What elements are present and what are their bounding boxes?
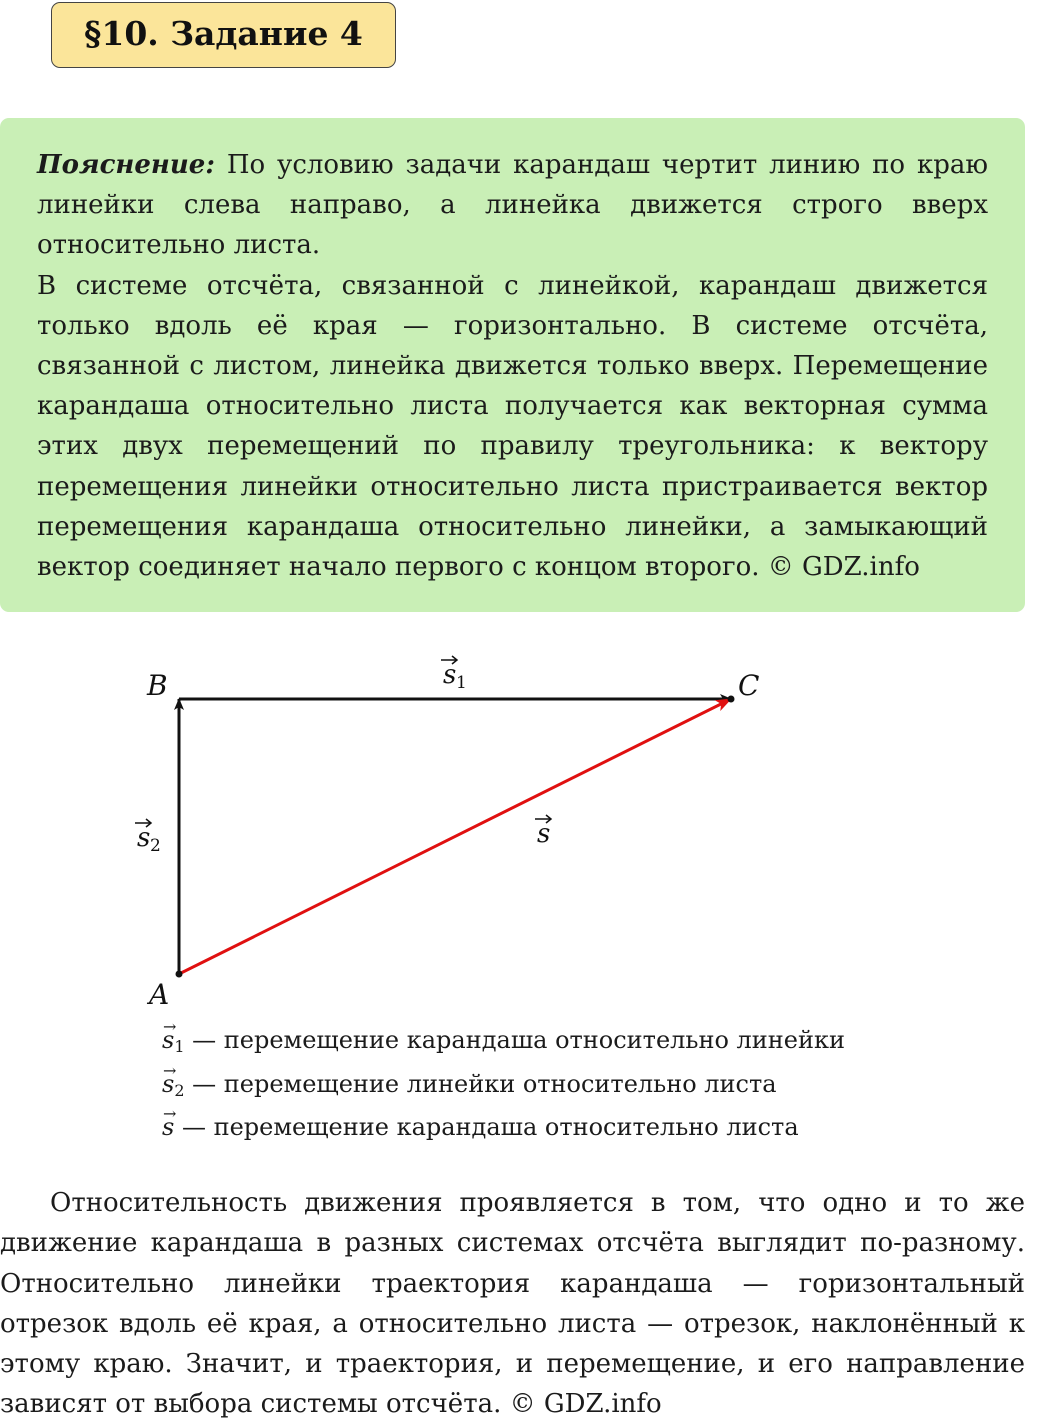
svg-text:s: s (137, 823, 151, 853)
vector-legend (162, 1022, 845, 1147)
legend-row-s (162, 1109, 845, 1147)
svg-text:s: s (537, 819, 551, 849)
vector-triangle-diagram (0, 640, 1037, 1020)
legend-text-s: — перемещение карандаша относительно листа (174, 1113, 799, 1141)
label-s1 (441, 656, 467, 693)
legend-symbol-s: → s (162, 1109, 174, 1147)
explanation-paragraph: В системе отсчёта, связанной с линейкой, карандаш движется только вдоль её края — горизонтально. В системе отсчёта, связанной с листом, линейка движется только вверх. Перемещение карандаша относительно листа получается как векторная сумма этих двух перемещений по правилу треугольника: к вектору перемещения линейки относительно листа пристраивается вектор перемещения карандаша относительно линейки, а замыкающий вектор соединяет начало первого с концом второго. © GDZ.info (37, 270, 988, 583)
point-a (176, 971, 183, 978)
task-title: §10. Задание 4 (51, 2, 396, 68)
conclusion-text (0, 1183, 1025, 1425)
legend-row-s1 (162, 1022, 845, 1066)
label-b: B (147, 669, 168, 702)
explanation-intro (37, 145, 988, 266)
svg-text:s: s (443, 660, 457, 690)
svg-text:1: 1 (456, 673, 467, 693)
explanation-box (0, 118, 1025, 612)
conclusion-paragraph: Относительность движения проявляется в том, что одно и то же движение карандаша в разных системах отсчёта выглядит по-разному. Относительно линейки траектория карандаша — горизонтальный отрезок вдоль её края, а относительно листа — отрезок, наклонённый к этому краю. Значит, и траектория, и перемещение, и его направление зависят от выбора системы отсчёта. © GDZ.info (0, 1188, 1025, 1420)
svg-text:2: 2 (150, 836, 161, 856)
explanation-label: Пояснение: (37, 150, 215, 180)
legend-row-s2 (162, 1066, 845, 1110)
explanation-intro-text: По условию задачи карандаш чертит линию по краю линейки слева направо, а линейка движется строго вверх относительно листа. (37, 150, 988, 261)
legend-text-s2: — перемещение линейки относительно листа (184, 1069, 777, 1098)
label-a: A (149, 978, 170, 1011)
label-s (535, 815, 551, 849)
legend-symbol-s2: → $s_2$ (162, 1066, 185, 1110)
legend-symbol-s1: → $s_1$ (162, 1022, 185, 1066)
point-c (728, 696, 735, 703)
vector-s (179, 699, 731, 974)
label-s2 (135, 819, 161, 856)
label-c: C (738, 669, 760, 702)
legend-text-s1: — перемещение карандаша относительно линейки (184, 1026, 845, 1054)
